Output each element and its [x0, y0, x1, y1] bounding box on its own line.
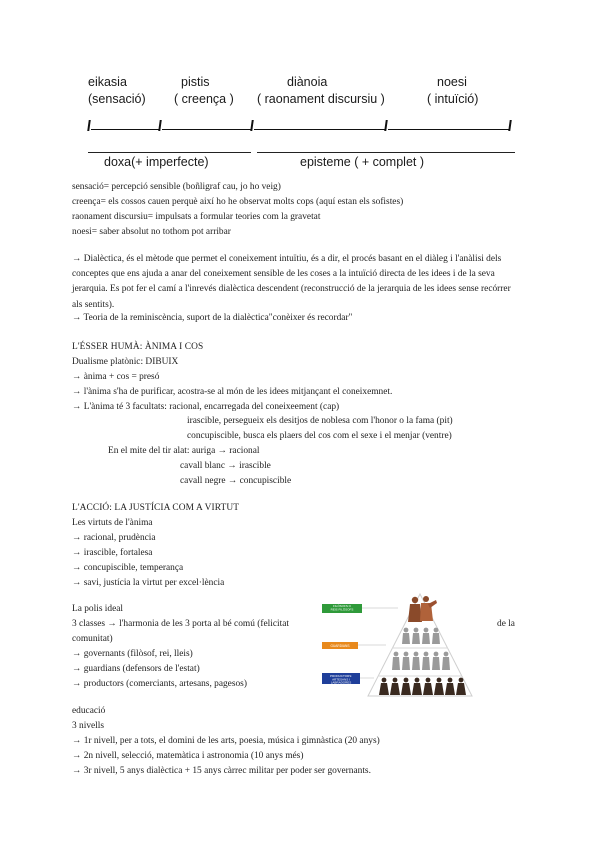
- educacio-subtitle: 3 nivells: [72, 721, 105, 731]
- dianoia-sub: ( raonament discursiu ): [257, 92, 385, 106]
- esser-line-1: → ànima + cos = presó: [72, 372, 160, 382]
- eikasia-sub: (sensació): [88, 92, 146, 106]
- svg-text:FILÒSOFS OREIS FILÒSOFS: FILÒSOFS O REIS FILÒSOFS: [330, 604, 354, 612]
- mite-line-3: cavall negre → concupiscible: [180, 476, 292, 486]
- episteme-label: episteme ( + complet ): [300, 155, 425, 169]
- class-item: → productors (comerciants, artesans, pagesos): [72, 679, 247, 689]
- reminiscencia-line: → Teoria de la reminiscència, suport de la dialèctica"conèixer és recordar": [72, 313, 353, 323]
- dialectica-paragraph: → Dialèctica, és el mètode que permet el coneixement intuïtiu, és a dir, el procés basant en el diàleg i l'anàlisi dels conceptes que ens ajuda a anar del coneixement sensible de les coses a la intuïció directa de les idees i de la seva jerarquia. Es pot fer el camí a l'inrevés dialèctica descendent (reconstrucció de la jerarquia de les idees sense recórrer als sentits).: [72, 254, 511, 310]
- definition-creenca: creença= els cossos cauen perquè així ho he observat molts cops (aquí estan els sofistes): [72, 197, 404, 207]
- virtut-item: → racional, prudència: [72, 533, 156, 543]
- noesi-label: noesi: [437, 75, 467, 89]
- accio-subtitle: Les virtuts de l'ànima: [72, 518, 153, 528]
- doxa-rule: [88, 152, 251, 153]
- mite-line-1: En el mite del tir alat: auriga → racional: [108, 446, 260, 456]
- definition-noesi: noesi= saber absolut no tothom pot arribar: [72, 227, 231, 237]
- doxa-label: doxa(+ imperfecte): [104, 155, 209, 169]
- class-item: → governants (filòsof, rei, lleis): [72, 649, 193, 659]
- educacio-title: educació: [72, 706, 106, 716]
- polis-line-1a: 3 classes → l'harmonia de les 3 porta al bé comú (felicitat: [72, 619, 289, 629]
- esser-line-3: → L'ànima té 3 facultats: racional, encarregada del coneixeement (cap): [72, 402, 340, 412]
- esser-line-5: concupiscible, busca els plaers del cos com el sexe i el menjar (ventre): [187, 431, 452, 441]
- esser-line-2: → l'ànima s'ha de purificar, acostra-se al món de les idees mitjançant el coneixemnet.: [72, 387, 393, 397]
- esser-heading: L'ÉSSER HUMÀ: ÀNIMA I COS: [72, 342, 204, 352]
- esser-subtitle: Dualisme platònic: DIBUIX: [72, 357, 179, 367]
- svg-text:GUARDIANS: GUARDIANS: [330, 644, 350, 648]
- nivell-item: → 1r nivell, per a tots, el domini de les arts, poesia, música i gimnàstica (20 anys): [72, 736, 380, 746]
- virtut-item: → irascible, fortalesa: [72, 548, 153, 558]
- pistis-label: pistis: [181, 75, 210, 89]
- virtut-item: → savi, justícia la virtut per excel·lència: [72, 578, 225, 588]
- definition-raonament: raonament discursiu= impulsats a formular teories com la gravetat: [72, 212, 321, 222]
- pistis-sub: ( creença ): [174, 92, 234, 106]
- mite-line-2: cavall blanc → irascible: [180, 461, 271, 471]
- nivell-item: → 2n nivell, selecció, matemàtica i astronomia (10 anys més): [72, 751, 304, 761]
- dianoia-label: diànoia: [287, 75, 328, 89]
- virtut-item: → concupiscible, temperança: [72, 563, 184, 573]
- polis-line-2: comunitat): [72, 634, 113, 644]
- eikasia-label: eikasia: [88, 75, 127, 89]
- episteme-rule: [257, 152, 515, 153]
- class-item: → guardians (defensors de l'estat): [72, 664, 200, 674]
- accio-heading: L'ACCIÓ: LA JUSTÍCIA COM A VIRTUT: [72, 503, 240, 513]
- svg-text:PRODUCTORS:ARTESANS ILABRADORE: PRODUCTORS: ARTESANS I LABRADORES: [329, 674, 353, 685]
- noesi-sub: ( intuïció): [427, 92, 479, 106]
- polis-pyramid-illustration: [320, 588, 500, 698]
- segmented-line: [88, 119, 518, 133]
- nivell-item: → 3r nivell, 5 anys dialèctica + 15 anys càrrec militar per poder ser governants.: [72, 766, 371, 776]
- esser-line-4: irascible, persegueix els desitjos de noblesa com l'honor o la fama (pit): [187, 416, 453, 426]
- polis-line-1b: de la: [497, 619, 515, 629]
- polis-title: La polis ideal: [72, 604, 124, 614]
- definition-sensacio: sensació= percepció sensible (boñligraf cau, jo ho veig): [72, 182, 281, 192]
